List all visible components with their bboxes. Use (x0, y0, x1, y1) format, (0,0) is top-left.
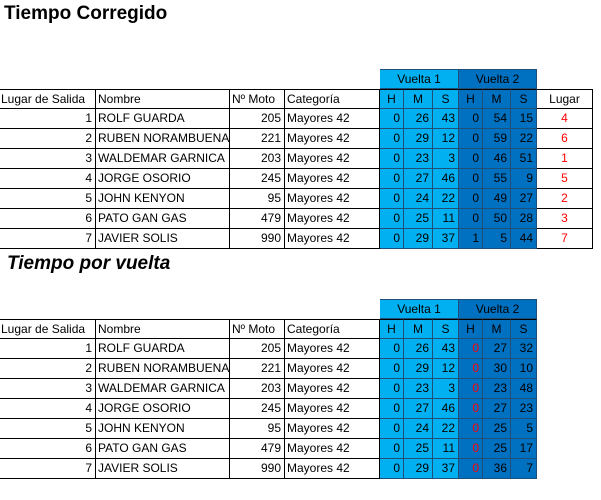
category-cell[interactable]: Mayores 42 (285, 109, 380, 129)
table-row (0, 209, 601, 229)
lap2-minutes-cell[interactable]: 30 (483, 359, 511, 379)
category-cell[interactable]: Mayores 42 (285, 229, 380, 249)
table-row (0, 149, 601, 169)
lap1-minutes-cell[interactable]: 24 (404, 419, 433, 439)
column-header-moto[interactable]: Nº Moto (230, 319, 285, 339)
category-cell[interactable]: Mayores 42 (285, 149, 380, 169)
lap2-minutes-cell[interactable]: 36 (483, 459, 511, 479)
lap2-hours-cell[interactable]: 0 (459, 169, 483, 189)
moto-number-cell[interactable]: 95 (230, 419, 285, 439)
final-place-cell[interactable]: 3 (537, 209, 593, 229)
start-position-cell[interactable]: 5 (0, 419, 96, 439)
per-lap-title: Tiempo por vuelta (7, 253, 171, 274)
moto-number-cell[interactable]: 479 (230, 209, 285, 229)
moto-number-cell[interactable]: 245 (230, 169, 285, 189)
column-header-h1[interactable]: H (380, 89, 404, 109)
table-row (0, 189, 601, 209)
table-row (0, 379, 601, 399)
start-position-cell[interactable]: 1 (0, 339, 96, 359)
table-row (0, 129, 601, 149)
moto-number-cell[interactable]: 245 (230, 399, 285, 419)
lap1-minutes-cell[interactable]: 29 (404, 459, 433, 479)
lap1-seconds-cell[interactable]: 12 (433, 129, 459, 149)
moto-number-cell[interactable]: 95 (230, 189, 285, 209)
category-cell[interactable]: Mayores 42 (285, 339, 380, 359)
lap1-seconds-cell[interactable]: 37 (433, 459, 459, 479)
lap2-seconds-cell[interactable]: 48 (511, 379, 537, 399)
lap-header-row (0, 69, 601, 89)
lap1-hours-cell[interactable]: 0 (380, 109, 404, 129)
lap1-seconds-cell[interactable]: 46 (433, 169, 459, 189)
lap2-hours-cell[interactable]: 0 (459, 129, 483, 149)
lap2-minutes-cell[interactable]: 50 (483, 209, 511, 229)
column-header-place[interactable]: Lugar (537, 89, 593, 109)
lap1-minutes-cell[interactable]: 26 (404, 339, 433, 359)
moto-number-cell[interactable]: 221 (230, 129, 285, 149)
lap1-minutes-cell[interactable]: 29 (404, 129, 433, 149)
lap2-seconds-cell[interactable]: 10 (511, 359, 537, 379)
lap1-hours-cell[interactable]: 0 (380, 439, 404, 459)
lap2-minutes-cell[interactable]: 25 (483, 439, 511, 459)
category-cell[interactable]: Mayores 42 (285, 419, 380, 439)
rider-name-cell[interactable]: PATO GAN GAS (96, 439, 230, 459)
moto-number-cell[interactable]: 990 (230, 459, 285, 479)
lap2-seconds-cell[interactable]: 22 (511, 129, 537, 149)
lap2-seconds-cell[interactable]: 28 (511, 209, 537, 229)
lap1-hours-cell[interactable]: 0 (380, 399, 404, 419)
lap2-hours-cell[interactable]: 0 (459, 399, 483, 419)
lap1-hours-cell[interactable]: 0 (380, 129, 404, 149)
lap2-seconds-cell[interactable]: 27 (511, 189, 537, 209)
table-row (0, 169, 601, 189)
column-header-m2[interactable]: M (483, 89, 511, 109)
start-position-cell[interactable]: 4 (0, 399, 96, 419)
moto-number-cell[interactable]: 990 (230, 229, 285, 249)
start-position-cell[interactable]: 6 (0, 439, 96, 459)
lap2-header[interactable]: Vuelta 2 (459, 69, 537, 89)
moto-number-cell[interactable]: 205 (230, 109, 285, 129)
lap1-hours-cell[interactable]: 0 (380, 229, 404, 249)
start-position-cell[interactable]: 3 (0, 379, 96, 399)
column-header-h1[interactable]: H (380, 319, 404, 339)
lap1-minutes-cell[interactable]: 26 (404, 109, 433, 129)
lap2-seconds-cell[interactable]: 23 (511, 399, 537, 419)
column-header-s2[interactable]: S (511, 319, 537, 339)
start-position-cell[interactable]: 2 (0, 359, 96, 379)
lap1-minutes-cell[interactable]: 25 (404, 209, 433, 229)
final-place-cell[interactable]: 5 (537, 169, 593, 189)
lap2-minutes-cell[interactable]: 27 (483, 339, 511, 359)
lap1-hours-cell[interactable]: 0 (380, 419, 404, 439)
lap1-seconds-cell[interactable]: 37 (433, 229, 459, 249)
rider-name-cell[interactable]: JOHN KENYON (96, 189, 230, 209)
column-header-name[interactable]: Nombre (96, 319, 230, 339)
category-cell[interactable]: Mayores 42 (285, 209, 380, 229)
moto-number-cell[interactable]: 205 (230, 339, 285, 359)
lap2-hours-cell[interactable]: 0 (459, 379, 483, 399)
rider-name-cell[interactable]: JORGE OSORIO (96, 399, 230, 419)
lap2-hours-cell[interactable]: 0 (459, 189, 483, 209)
lap2-hours-cell[interactable]: 1 (459, 229, 483, 249)
category-cell[interactable]: Mayores 42 (285, 129, 380, 149)
column-header-moto[interactable]: Nº Moto (230, 89, 285, 109)
lap1-seconds-cell[interactable]: 43 (433, 339, 459, 359)
lap2-minutes-cell[interactable]: 55 (483, 169, 511, 189)
start-position-cell[interactable]: 7 (0, 229, 96, 249)
category-cell[interactable]: Mayores 42 (285, 379, 380, 399)
column-header-s1[interactable]: S (433, 319, 459, 339)
lap2-minutes-cell[interactable]: 49 (483, 189, 511, 209)
rider-name-cell[interactable]: PATO GAN GAS (96, 209, 230, 229)
lap2-header[interactable]: Vuelta 2 (459, 299, 537, 319)
lap2-minutes-cell[interactable]: 46 (483, 149, 511, 169)
lap2-hours-cell[interactable]: 0 (459, 439, 483, 459)
lap1-minutes-cell[interactable]: 27 (404, 169, 433, 189)
moto-number-cell[interactable]: 479 (230, 439, 285, 459)
rider-name-cell[interactable]: WALDEMAR GARNICA (96, 149, 230, 169)
lap1-header[interactable]: Vuelta 1 (380, 299, 459, 319)
lap2-hours-cell[interactable]: 0 (459, 209, 483, 229)
lap1-hours-cell[interactable]: 0 (380, 459, 404, 479)
lap1-hours-cell[interactable]: 0 (380, 189, 404, 209)
lap2-hours-cell[interactable]: 0 (459, 419, 483, 439)
category-cell[interactable]: Mayores 42 (285, 359, 380, 379)
lap1-hours-cell[interactable]: 0 (380, 359, 404, 379)
column-header-start[interactable]: Lugar de Salida (0, 89, 96, 109)
lap2-minutes-cell[interactable]: 5 (483, 229, 511, 249)
table-row (0, 109, 601, 129)
lap1-hours-cell[interactable]: 0 (380, 379, 404, 399)
lap1-seconds-cell[interactable]: 12 (433, 359, 459, 379)
rider-name-cell[interactable]: JOHN KENYON (96, 419, 230, 439)
lap1-seconds-cell[interactable]: 3 (433, 379, 459, 399)
table-row (0, 339, 601, 359)
lap1-seconds-cell[interactable]: 22 (433, 419, 459, 439)
final-place-cell[interactable]: 1 (537, 149, 593, 169)
table-row (0, 419, 601, 439)
lap1-minutes-cell[interactable]: 29 (404, 359, 433, 379)
column-header-m2[interactable]: M (483, 319, 511, 339)
column-header-m1[interactable]: M (404, 89, 433, 109)
lap2-seconds-cell[interactable]: 51 (511, 149, 537, 169)
column-header-h2[interactable]: H (459, 89, 483, 109)
category-cell[interactable]: Mayores 42 (285, 169, 380, 189)
rider-name-cell[interactable]: RUBEN NORAMBUENA (96, 129, 230, 149)
lap2-seconds-cell[interactable]: 17 (511, 439, 537, 459)
table-row (0, 229, 601, 249)
rider-name-cell[interactable]: JAVIER SOLIS (96, 229, 230, 249)
start-position-cell[interactable]: 2 (0, 129, 96, 149)
table-row (0, 399, 601, 419)
lap1-hours-cell[interactable]: 0 (380, 149, 404, 169)
lap2-seconds-cell[interactable]: 32 (511, 339, 537, 359)
lap2-minutes-cell[interactable]: 54 (483, 109, 511, 129)
column-header-name[interactable]: Nombre (96, 89, 230, 109)
final-place-cell[interactable]: 7 (537, 229, 593, 249)
rider-name-cell[interactable]: JORGE OSORIO (96, 169, 230, 189)
lap-header-row (0, 299, 601, 319)
lap2-minutes-cell[interactable]: 25 (483, 419, 511, 439)
lap2-hours-cell[interactable]: 0 (459, 149, 483, 169)
lap2-hours-cell[interactable]: 0 (459, 339, 483, 359)
start-position-cell[interactable]: 6 (0, 209, 96, 229)
lap1-seconds-cell[interactable]: 11 (433, 209, 459, 229)
column-header-m1[interactable]: M (404, 319, 433, 339)
column-header-s2[interactable]: S (511, 89, 537, 109)
lap1-header[interactable]: Vuelta 1 (380, 69, 459, 89)
category-cell[interactable]: Mayores 42 (285, 459, 380, 479)
lap1-seconds-cell[interactable]: 22 (433, 189, 459, 209)
lap2-seconds-cell[interactable]: 5 (511, 419, 537, 439)
lap1-seconds-cell[interactable]: 11 (433, 439, 459, 459)
corrected-title: Tiempo Corregido (4, 3, 168, 24)
lap1-minutes-cell[interactable]: 24 (404, 189, 433, 209)
final-place-cell[interactable]: 2 (537, 189, 593, 209)
lap2-minutes-cell[interactable]: 23 (483, 379, 511, 399)
lap1-hours-cell[interactable]: 0 (380, 169, 404, 189)
lap2-hours-cell[interactable]: 0 (459, 359, 483, 379)
lap2-minutes-cell[interactable]: 27 (483, 399, 511, 419)
category-cell[interactable]: Mayores 42 (285, 439, 380, 459)
lap2-seconds-cell[interactable]: 7 (511, 459, 537, 479)
rider-name-cell[interactable]: ROLF GUARDA (96, 109, 230, 129)
final-place-cell[interactable]: 4 (537, 109, 593, 129)
start-position-cell[interactable]: 1 (0, 109, 96, 129)
start-position-cell[interactable]: 7 (0, 459, 96, 479)
lap1-hours-cell[interactable]: 0 (380, 209, 404, 229)
moto-number-cell[interactable]: 203 (230, 379, 285, 399)
lap2-seconds-cell[interactable]: 44 (511, 229, 537, 249)
rider-name-cell[interactable]: RUBEN NORAMBUENA (96, 359, 230, 379)
table-row (0, 439, 601, 459)
lap1-seconds-cell[interactable]: 43 (433, 109, 459, 129)
rider-name-cell[interactable]: JAVIER SOLIS (96, 459, 230, 479)
column-header-cat[interactable]: Categoría (285, 319, 380, 339)
lap1-hours-cell[interactable]: 0 (380, 339, 404, 359)
category-cell[interactable]: Mayores 42 (285, 399, 380, 419)
lap1-minutes-cell[interactable]: 23 (404, 379, 433, 399)
lap1-minutes-cell[interactable]: 25 (404, 439, 433, 459)
column-header-h2[interactable]: H (459, 319, 483, 339)
lap1-seconds-cell[interactable]: 46 (433, 399, 459, 419)
lap2-seconds-cell[interactable]: 15 (511, 109, 537, 129)
lap2-hours-cell[interactable]: 0 (459, 109, 483, 129)
start-position-cell[interactable]: 5 (0, 189, 96, 209)
final-place-cell[interactable]: 6 (537, 129, 593, 149)
start-position-cell[interactable]: 4 (0, 169, 96, 189)
start-position-cell[interactable]: 3 (0, 149, 96, 169)
table-row (0, 359, 601, 379)
table-row (0, 459, 601, 479)
rider-name-cell[interactable]: WALDEMAR GARNICA (96, 379, 230, 399)
rider-name-cell[interactable]: ROLF GUARDA (96, 339, 230, 359)
column-header-cat[interactable]: Categoría (285, 89, 380, 109)
column-header-start[interactable]: Lugar de Salida (0, 319, 96, 339)
lap1-minutes-cell[interactable]: 27 (404, 399, 433, 419)
lap1-minutes-cell[interactable]: 23 (404, 149, 433, 169)
lap2-hours-cell[interactable]: 0 (459, 459, 483, 479)
column-header-s1[interactable]: S (433, 89, 459, 109)
lap2-minutes-cell[interactable]: 59 (483, 129, 511, 149)
lap1-seconds-cell[interactable]: 3 (433, 149, 459, 169)
moto-number-cell[interactable]: 203 (230, 149, 285, 169)
category-cell[interactable]: Mayores 42 (285, 189, 380, 209)
column-header-row (0, 89, 601, 109)
column-header-row (0, 319, 601, 339)
lap1-minutes-cell[interactable]: 29 (404, 229, 433, 249)
moto-number-cell[interactable]: 221 (230, 359, 285, 379)
lap2-seconds-cell[interactable]: 9 (511, 169, 537, 189)
